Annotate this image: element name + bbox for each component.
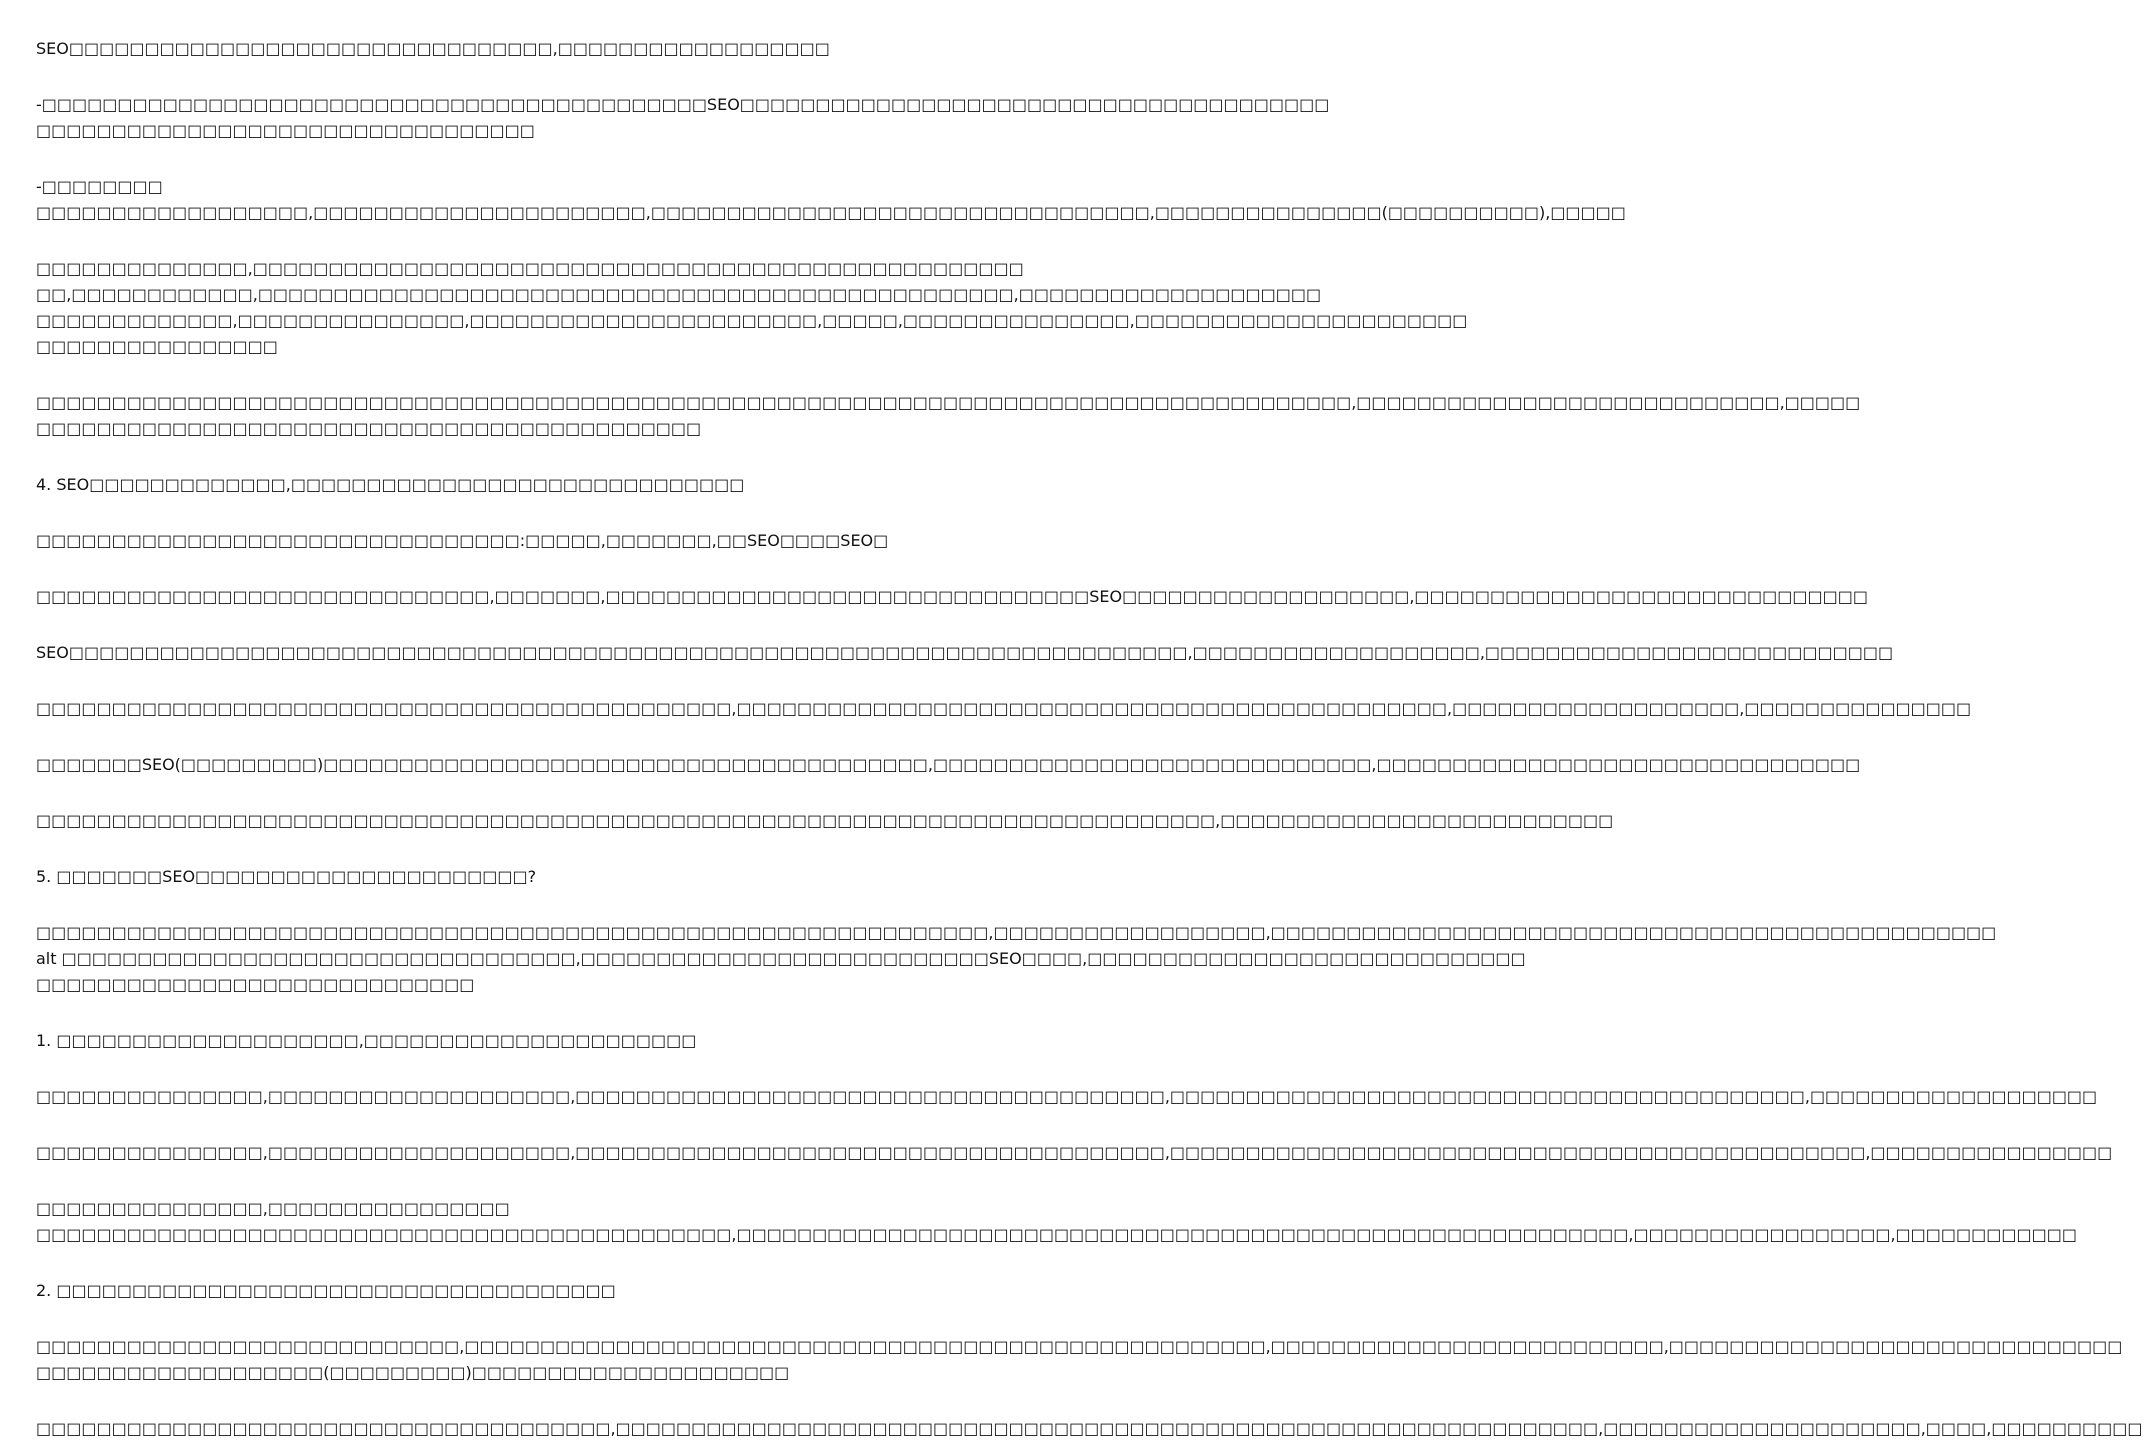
paragraph: [36, 808, 1614, 834]
document-page: [36, 36, 2143, 1438]
paragraph: [36, 528, 990, 554]
paragraph: [36, 92, 1330, 144]
text-line: □□□□□□□□□□□□□□□□□□□(□□□□□□□□□)□□□□□□□□□□□□□□□□□□□□□: [36, 1363, 790, 1382]
paragraph: [36, 920, 1997, 998]
paragraph: [36, 1278, 990, 1304]
text-line: □□□□□□□□□□□□□□□□□□□□□□□□□□□□□□□□□: [36, 121, 535, 140]
text-line: 2. □□□□□□□□□□□□□□□□□□□□□□□□□□□□□□□□□□□□□: [36, 1281, 616, 1300]
text-line: □□□□□□□□□□□□□□□,□□□□□□□□□□□□□□□□□□□□,□□□□□□□□□□□□□□□□□□□□□□□□□□□□□□□□□□□□□□□,□□□□□□□□□□□□□□□□□□□□□□□□□□□□□□□□□□□□□□□□□□,□□□□□□□□□□□□□□□□□□□: [36, 1087, 2098, 1106]
text-line: □□□□□□□□□□□□□□□□□□□□□□□□□□□□□□□□□□□□□□□□□□□□: [36, 419, 702, 438]
paragraph: [36, 1028, 990, 1054]
text-line: □□□□□□□□□□□□□□,□□□□□□□□□□□□□□□□□□□□□□□□□□□□□□□□□□□□□□□□□□□□□□□□□□□: [36, 259, 1024, 278]
text-line: □□□□□□□□□□□□□□□□: [36, 337, 278, 356]
text-line: □□□□□□□□□□□□□□□□□□□□□□□□□□□□,□□□□□□□□□□□□□□□□□□□□□□□□□□□□□□□□□□□□□□□□□□□□□□□□□□□□□,□□□□□□□□□□□□□□□□□□□□□□□□□□,□□□□□□□□□□□□□□□□□□□□□□□□□□□□□□: [36, 1337, 2123, 1356]
paragraph: [36, 1416, 2143, 1442]
text-line: 5. □□□□□□□SEO□□□□□□□□□□□□□□□□□□□□□□?: [36, 867, 537, 886]
text-line: alt □□□□□□□□□□□□□□□□□□□□□□□□□□□□□□□□□□,□□□□□□□□□□□□□□□□□□□□□□□□□□□SEO□□□□,□□□□□□□□□□□□□□□□□□□□□□□□□□□□□: [36, 949, 1526, 968]
paragraph: [36, 696, 1972, 722]
paragraph: [36, 1334, 2123, 1386]
text-line: □□□□□□□□□□□□□□□□□□□□□□□□□□□□□□□□:□□□□□,□□□□□□□,□□SEO□□□□SEO□: [36, 531, 889, 550]
paragraph: [36, 584, 1868, 610]
paragraph: [36, 472, 990, 498]
text-line: 1. □□□□□□□□□□□□□□□□□□□□,□□□□□□□□□□□□□□□□□□□□□□: [36, 1031, 697, 1050]
text-line: □□□□□□□□□□□□□□□□□□□□□□□□□□□□□□□□□□□□□□□□□□□□□□□□□□□□□□□□□□□□□□□□□□□□□□□□□□□□□□,□□□□□□□□□□□□□□□□□□□□□□□□□□: [36, 811, 1614, 830]
paragraph: [36, 36, 990, 62]
paragraph: [36, 1196, 2077, 1248]
paragraph: [36, 640, 1894, 666]
paragraph: [36, 390, 1861, 442]
text-line: □□□□□□□□□□□□□□□□□□□□□□□□□□□□□□□□□□□□□□□□□□□□□□,□□□□□□□□□□□□□□□□□□□□□□□□□□□□□□□□□□□□□□□□□□□□□□□,□□□□□□□□□□□□□□□□□□□,□□□□□□□□□□□□□□□: [36, 699, 1972, 718]
text-line: □□□□□□□□□□□□□□□□□□□□□□□□□□□□□□□□□□□□□□□□□□□□□□□□□□□□□□□□□□□□□□□□□□□□□□□□□□□□□□□□□□□□□□□,□□□□□□□□□□□□□□□□□□□□□□□□□□□□,□□□□□: [36, 393, 1861, 412]
text-line: SEO□□□□□□□□□□□□□□□□□□□□□□□□□□□□□□□□□□□□□□□□□□□□□□□□□□□□□□□□□□□□□□□□□□□□□□□□□□,□□□□□□□□□□□□□□□□□□□,□□□□□□□□□□□□□□□□□□□□□□□□□□□: [36, 643, 1894, 662]
text-line: □□□□□□□□□□□□□□□□□□,□□□□□□□□□□□□□□□□□□□□□□,□□□□□□□□□□□□□□□□□□□□□□□□□□□□□□□□□,□□□□□□□□□□□□□□□(□□□□□□□□□□),□□□□□: [36, 203, 1626, 222]
text-line: □□□□□□□□□□□□□□□□□□□□□□□□□□□□□: [36, 975, 475, 994]
text-line: SEO□□□□□□□□□□□□□□□□□□□□□□□□□□□□□□□□,□□□□□□□□□□□□□□□□□□: [36, 39, 830, 58]
text-line: □□□□□□□□□□□□□□□□□□□□□□□□□□□□□□,□□□□□□□,□□□□□□□□□□□□□□□□□□□□□□□□□□□□□□□□SEO□□□□□□□□□□□□□□□□□□□,□□□□□□□□□□□□□□□□□□□□□□□□□□□□□□: [36, 587, 1868, 606]
text-line: -□□□□□□□□□□□□□□□□□□□□□□□□□□□□□□□□□□□□□□□□□□□□SEO□□□□□□□□□□□□□□□□□□□□□□□□□□□□□□□□□□□□□□□: [36, 95, 1330, 114]
text-line: □□□□□□□□□□□□□□□□□□□□□□□□□□□□□□□□□□□□□□,□□□□□□□□□□□□□□□□□□□□□□□□□□□□□□□□□□□□□□□□□□□□□□□□□□□□□□□□□□□□□□□□□,□□□□□□□□□□□□□□□□□□□□□,□□□□,□□□□□□□□□□: [36, 1419, 2143, 1438]
text-line: -□□□□□□□□: [36, 177, 163, 196]
text-line: □□□□□□□□□□□□□□□□□□□□□□□□□□□□□□□□□□□□□□□□□□□□□□□□□□□□□□□□□□□□□□□,□□□□□□□□□□□□□□□□□□,□□□□□□□□□□□□□□□□□□□□□□□□□□□□□□□□□□□□□□□□□□□□□□□□: [36, 923, 1997, 942]
paragraph: [36, 864, 990, 890]
paragraph: [36, 1140, 2113, 1166]
document-body: [36, 36, 2143, 1442]
text-line: 4. SEO□□□□□□□□□□□□□,□□□□□□□□□□□□□□□□□□□□□□□□□□□□□□: [36, 475, 745, 494]
paragraph: [36, 256, 1468, 360]
text-line: □□,□□□□□□□□□□□□,□□□□□□□□□□□□□□□□□□□□□□□□□□□□□□□□□□□□□□□□□□□□□□□□□□,□□□□□□□□□□□□□□□□□□□□: [36, 285, 1322, 304]
paragraph: [36, 174, 1626, 226]
paragraph: [36, 1084, 2098, 1110]
text-line: □□□□□□□□□□□□□,□□□□□□□□□□□□□□□,□□□□□□□□□□□□□□□□□□□□□□□,□□□□□,□□□□□□□□□□□□□□□,□□□□□□□□□□□□□□□□□□□□□□: [36, 311, 1468, 330]
text-line: □□□□□□□SEO(□□□□□□□□□)□□□□□□□□□□□□□□□□□□□□□□□□□□□□□□□□□□□□□□□□,□□□□□□□□□□□□□□□□□□□□□□□□□□□□□,□□□□□□□□□□□□□□□□□□□□□□□□□□□□□□□□: [36, 755, 1861, 774]
paragraph: [36, 752, 1861, 778]
text-line: □□□□□□□□□□□□□□□,□□□□□□□□□□□□□□□□: [36, 1199, 510, 1218]
text-line: □□□□□□□□□□□□□□□□□□□□□□□□□□□□□□□□□□□□□□□□□□□□□□,□□□□□□□□□□□□□□□□□□□□□□□□□□□□□□□□□□□□□□□□□□□□□□□□□□□□□□□□□□□,□□□□□□□□□□□□□□□□□,□□□□□□□□□□□□: [36, 1225, 2077, 1244]
text-line: □□□□□□□□□□□□□□□,□□□□□□□□□□□□□□□□□□□□,□□□□□□□□□□□□□□□□□□□□□□□□□□□□□□□□□□□□□□□,□□□□□□□□□□□□□□□□□□□□□□□□□□□□□□□□□□□□□□□□□□□□□□,□□□□□□□□□□□□□□□□: [36, 1143, 2113, 1162]
